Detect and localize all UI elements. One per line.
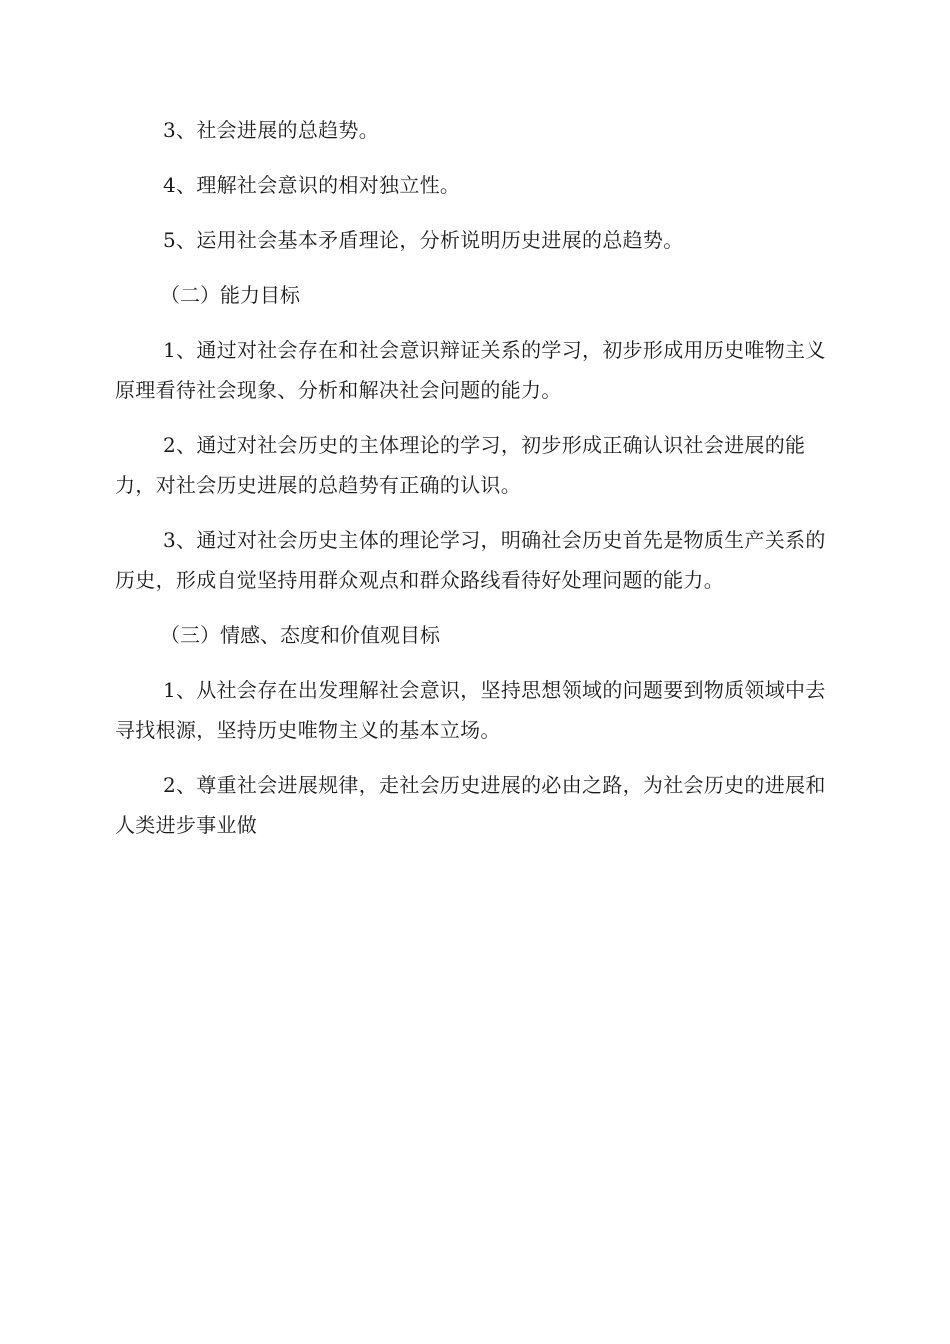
paragraph-basic-contradiction: 5、运用社会基本矛盾理论，分析说明历史进展的总趋势。 — [163, 228, 684, 252]
heading-ability-goals: （二）能力目标 — [160, 283, 300, 307]
document-body — [115, 110, 827, 860]
heading-emotion-attitude-values-goals: （三）情感、态度和价值观目标 — [160, 623, 440, 647]
paragraph-values-goal-1: 1、从社会存在出发理解社会意识，坚持思想领域的问题要到物质领域中去寻找根源，坚持历史唯物主义的基本立场。 — [115, 678, 826, 742]
paragraph-consciousness-independence: 4、理解社会意识的相对独立性。 — [163, 173, 461, 197]
paragraph-social-progress-trend: 3、社会进展的总趋势。 — [163, 118, 380, 142]
paragraph-ability-goal-2: 2、通过对社会历史的主体理论的学习，初步形成正确认识社会进展的能力，对社会历史进展的总趋势有正确的认识。 — [115, 433, 806, 497]
paragraph-ability-goal-3: 3、通过对社会历史主体的理论学习，明确社会历史首先是物质生产关系的历史，形成自觉坚持用群众观点和群众路线看待好处理问题的能力。 — [115, 528, 826, 592]
paragraph-ability-goal-1: 1、通过对社会存在和社会意识辩证关系的学习，初步形成用历史唯物主义原理看待社会现象、分析和解决社会问题的能力。 — [115, 338, 826, 402]
paragraph-values-goal-2: 2、尊重社会进展规律，走社会历史进展的必由之路，为社会历史的进展和人类进步事业做 — [115, 773, 826, 837]
